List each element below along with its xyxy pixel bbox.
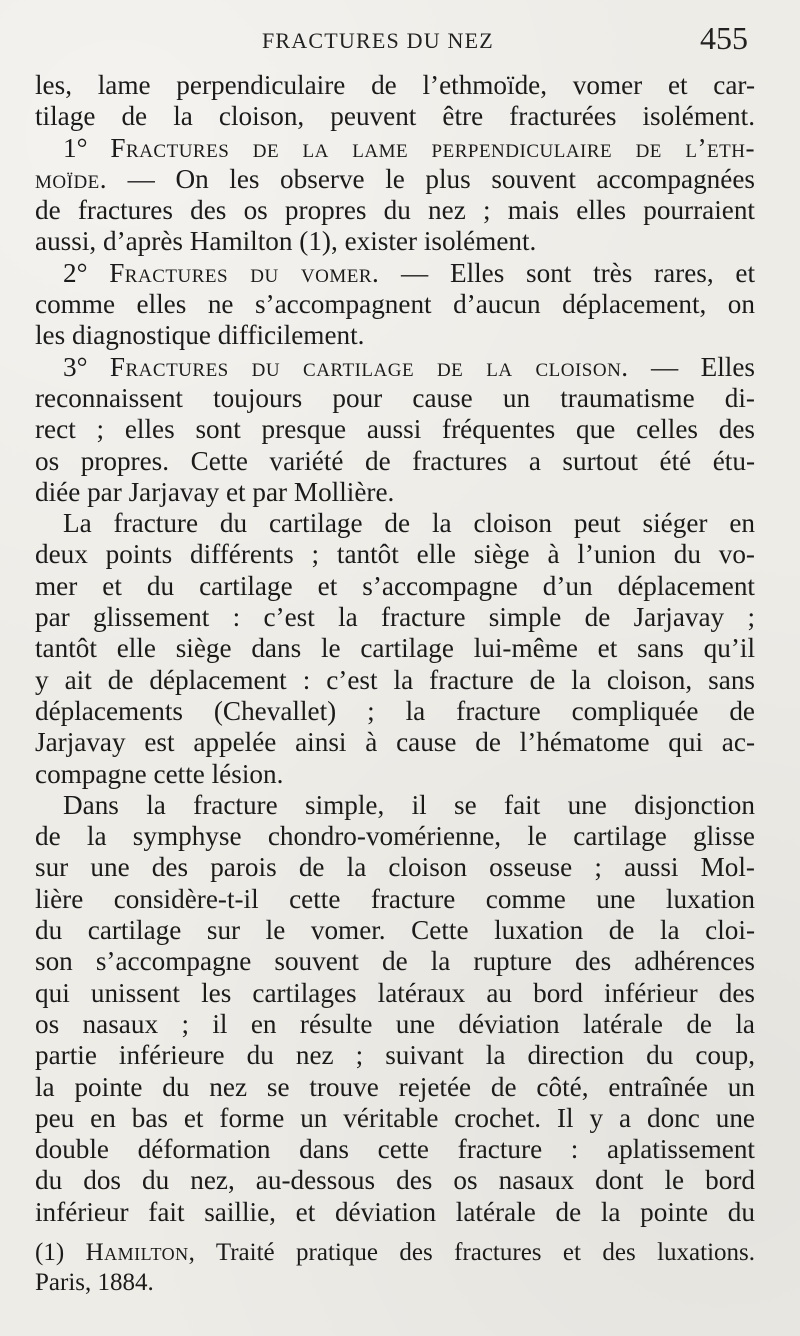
text-line <box>35 790 755 821</box>
body-text <box>35 70 755 1228</box>
line-text: partie inférieure du nez ; suivant la direction du coup, <box>35 1040 755 1071</box>
text-line <box>35 101 755 132</box>
text-line <box>35 352 755 383</box>
text-line <box>35 477 755 508</box>
line-text: os nasaux ; il en résulte une déviation latérale de la <box>35 1008 755 1039</box>
line-text: — On les observe le plus souvent accompagnées <box>107 163 755 194</box>
small-caps-heading: Fractures de la lame perpendiculaire de l’eth- <box>110 132 755 163</box>
line-text: — Elles sont très rares, et <box>379 257 755 288</box>
text-line <box>35 289 755 320</box>
small-caps-heading: Fractures du cartilage de la cloison. <box>109 351 629 382</box>
line-text: son s’accompagne souvent de la rupture des adhérences <box>35 946 755 977</box>
text-line <box>35 727 755 758</box>
line-text: du dos du nez, au-dessous des os nasaux dont le bord <box>35 1165 755 1196</box>
text-line <box>35 852 755 883</box>
text-line <box>35 1165 755 1196</box>
line-text: reconnaissent toujours pour cause un traumatisme di- <box>35 382 755 413</box>
line-text: sur une des parois de la cloison osseuse ; aussi Mol- <box>35 852 755 883</box>
line-text: par glissement : c’est la fracture simple de Jarjavay ; <box>35 602 755 633</box>
text-line <box>35 446 755 477</box>
text-line <box>35 414 755 445</box>
text-line <box>35 383 755 414</box>
text-line <box>35 1103 755 1134</box>
line-text: compagne cette lésion. <box>35 758 284 789</box>
text-line <box>35 696 755 727</box>
text-line <box>35 571 755 602</box>
text-line <box>35 133 755 164</box>
line-prefix: 3° <box>63 351 110 382</box>
line-prefix: 2° <box>63 257 110 288</box>
footnote-line-2: Paris, 1884. <box>35 1269 154 1296</box>
line-text: les diagnostique difficilement. <box>35 320 365 351</box>
line-text: Dans la fracture simple, il se fait une disjonction <box>63 789 755 820</box>
line-text: double déformation dans cette fracture : aplatissement <box>35 1134 755 1165</box>
footnote <box>35 1238 755 1298</box>
text-line <box>35 978 755 1009</box>
text-line <box>35 539 755 570</box>
text-line <box>35 195 755 226</box>
text-line <box>35 226 755 257</box>
text-line <box>35 1009 755 1040</box>
text-line <box>35 1040 755 1071</box>
text-line <box>35 1134 755 1165</box>
line-text: — Elles <box>628 351 755 382</box>
line-text: de fractures des os propres du nez ; mais elles pourraient <box>35 195 755 226</box>
line-text: comme elles ne s’accompagnent d’aucun déplacement, on <box>35 289 755 320</box>
text-line <box>35 759 755 790</box>
text-line <box>35 258 755 289</box>
text-line <box>35 915 755 946</box>
text-line <box>35 602 755 633</box>
page-number: 455 <box>700 20 748 56</box>
line-text: mer et du cartilage et s’accompagne d’un déplacement <box>35 570 755 601</box>
text-line <box>35 884 755 915</box>
running-title: FRACTURES DU NEZ <box>262 28 494 53</box>
line-text: diée par Jarjavay et par Mollière. <box>35 476 395 507</box>
small-caps-heading: moïde. <box>35 163 108 194</box>
line-text: inférieur fait saillie, et déviation latérale de la pointe du <box>35 1196 755 1227</box>
line-text: peu en bas et forme un véritable crochet. Il y a donc une <box>35 1102 755 1133</box>
line-text: os propres. Cette variété de fractures a surtout été étu- <box>35 445 755 476</box>
footnote-line-1 <box>35 1238 755 1268</box>
line-text: lière considère-t-il cette fracture comme une luxation <box>35 883 755 914</box>
small-caps-heading: Fractures du vomer. <box>109 257 380 288</box>
text-line <box>35 665 755 696</box>
footnote-author: Hamilton <box>85 1239 189 1266</box>
text-line <box>35 821 755 852</box>
line-text: tilage de la cloison, peuvent être fracturées isolément. <box>35 101 755 132</box>
line-text: de la symphyse chondro-vomérienne, le cartilage glisse <box>35 821 755 852</box>
text-line <box>35 1072 755 1103</box>
line-text: y ait de déplacement : c’est la fracture de la cloison, sans <box>35 664 755 695</box>
line-text: Jarjavay est appelée ainsi à cause de l’hématome qui ac- <box>35 727 755 758</box>
line-prefix: 1° <box>63 132 111 163</box>
line-text: deux points différents ; tantôt elle siège à l’union du vo- <box>35 539 755 570</box>
running-head <box>0 20 800 60</box>
line-text: du cartilage sur le vomer. Cette luxation de la cloi- <box>35 915 755 946</box>
line-text: rect ; elles sont presque aussi fréquentes que celles des <box>35 414 755 445</box>
line-text: aussi, d’après Hamilton (1), exister isolément. <box>35 226 537 257</box>
text-line <box>35 946 755 977</box>
text-line <box>35 320 755 351</box>
line-text: la pointe du nez se trouve rejetée de côté, entraînée un <box>35 1071 755 1102</box>
line-text: tantôt elle siège dans le cartilage lui-même et sans qu’il <box>35 633 755 664</box>
footnote-marker: (1) <box>35 1239 65 1266</box>
text-line <box>35 508 755 539</box>
footnote-text-1: , Traité pratique des fractures et des luxations. <box>188 1239 755 1266</box>
text-line <box>35 1197 755 1228</box>
line-text: les, lame perpendiculaire de l’ethmoïde, vomer et car- <box>35 70 755 100</box>
line-text: La fracture du cartilage de la cloison peut siéger en <box>63 508 755 539</box>
line-text: qui unissent les cartilages latéraux au bord inférieur des <box>35 977 755 1008</box>
line-text: déplacements (Chevallet) ; la fracture compliquée de <box>35 695 755 726</box>
text-line <box>35 164 755 195</box>
text-line <box>35 633 755 664</box>
text-line <box>35 70 755 101</box>
